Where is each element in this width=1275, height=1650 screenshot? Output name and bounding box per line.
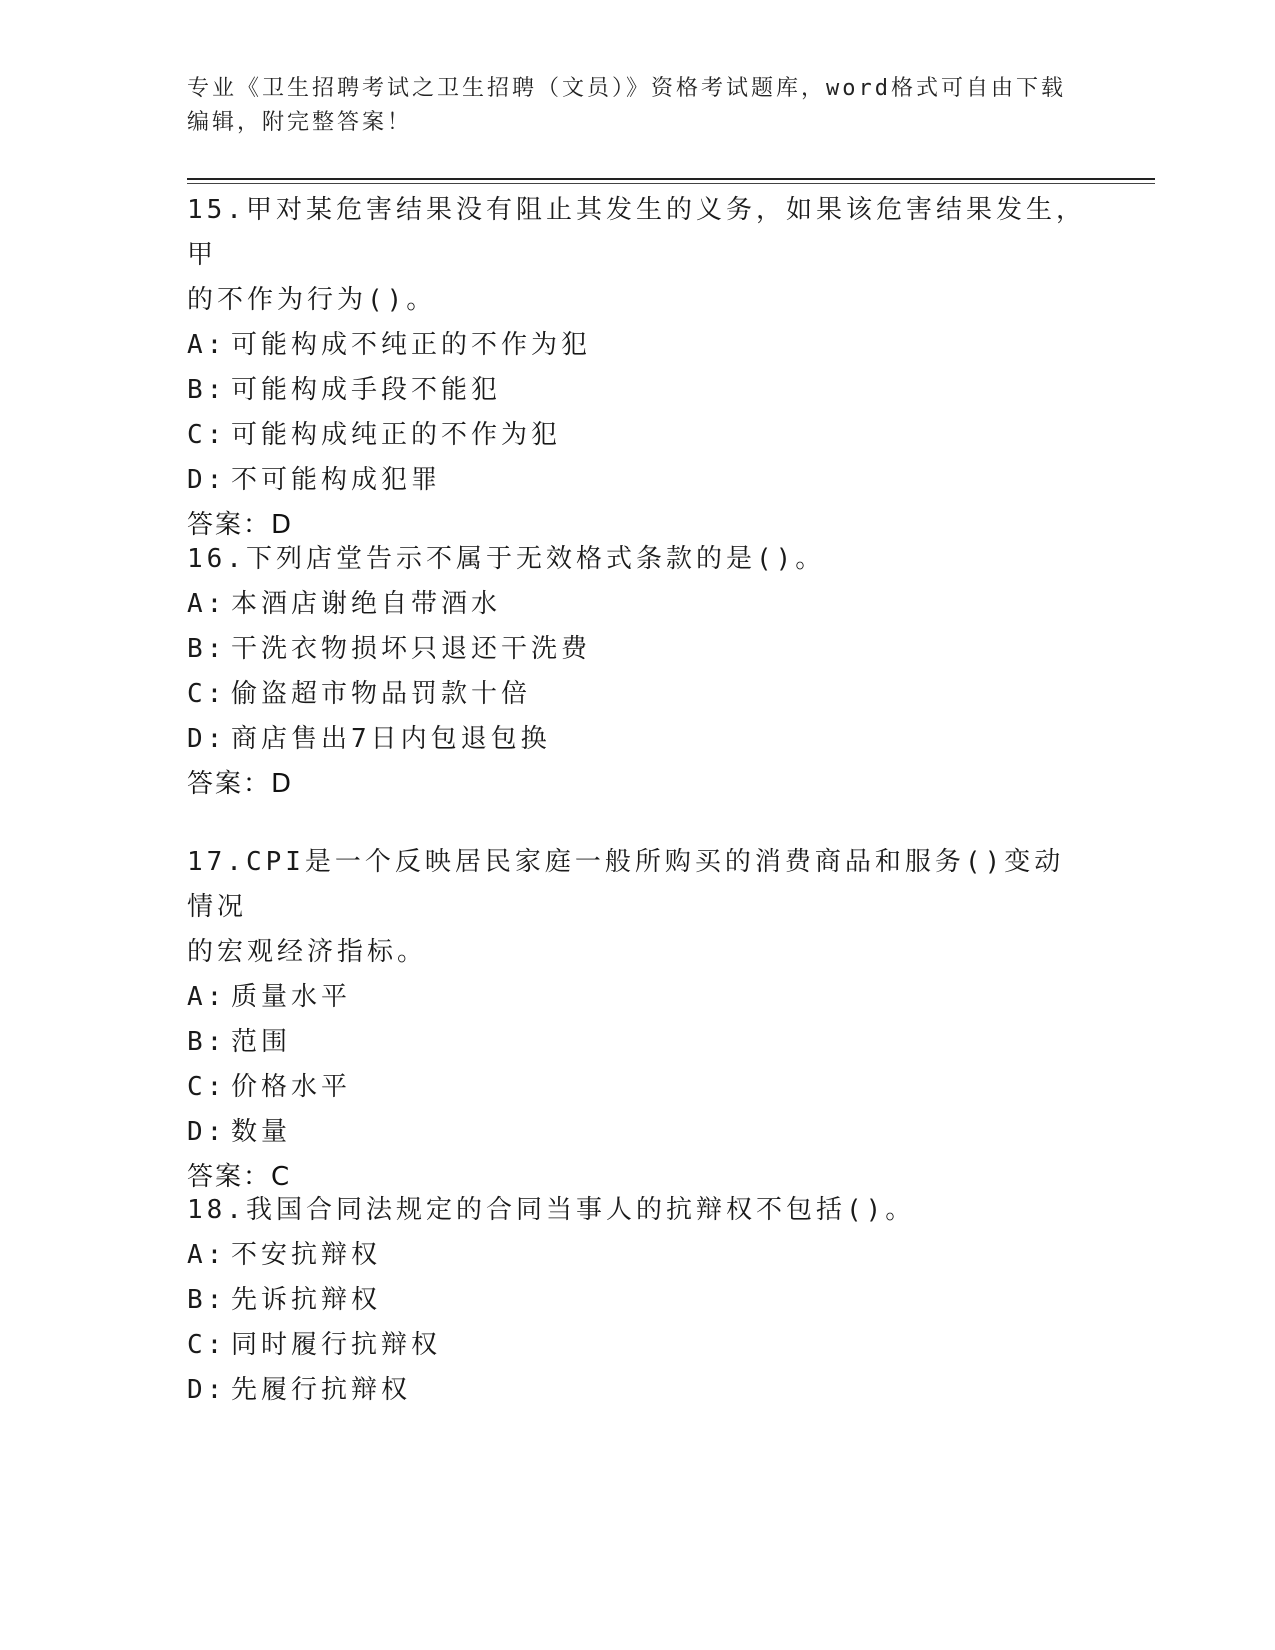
document-header <box>187 72 1087 140</box>
option-d <box>187 1368 1087 1413</box>
answer-line: 答案：D <box>187 510 294 540</box>
option-a <box>187 582 1087 627</box>
question-stem: 18.我国合同法规定的合同当事人的抗辩权不包括()。 <box>187 1195 916 1225</box>
option-text: 可能构成纯正的不作为犯 <box>231 420 562 450</box>
question-stem-continued: 的不作为行为()。 <box>187 285 437 315</box>
option-letter: B: <box>187 375 227 405</box>
option-b <box>187 1020 1087 1065</box>
option-letter: B: <box>187 634 227 664</box>
option-text: 范围 <box>231 1027 292 1057</box>
option-text: 干洗衣物损坏只退还干洗费 <box>231 634 592 664</box>
option-text: 不可能构成犯罪 <box>231 465 442 495</box>
option-text: 同时履行抗辩权 <box>231 1330 442 1360</box>
option-text: 可能构成手段不能犯 <box>231 375 502 405</box>
question-stem-continued: 的宏观经济指标。 <box>187 937 428 967</box>
option-letter: C: <box>187 1330 227 1360</box>
header-divider-thin <box>187 183 1155 184</box>
option-b <box>187 627 1087 672</box>
option-text: 先诉抗辩权 <box>231 1285 382 1315</box>
question-18 <box>187 1188 1087 1413</box>
answer-line: 答案：D <box>187 769 294 799</box>
option-letter: A: <box>187 330 227 360</box>
option-a <box>187 1233 1087 1278</box>
option-c <box>187 1065 1087 1110</box>
option-letter: B: <box>187 1027 227 1057</box>
option-letter: C: <box>187 1072 227 1102</box>
option-d <box>187 717 1087 762</box>
option-text: 商店售出7日内包退包换 <box>231 724 551 754</box>
option-text: 质量水平 <box>231 982 352 1012</box>
option-text: 可能构成不纯正的不作为犯 <box>231 330 592 360</box>
question-16 <box>187 537 1087 807</box>
question-stem: 16.下列店堂告示不属于无效格式条款的是()。 <box>187 544 826 574</box>
question-stem: 17.CPI是一个反映居民家庭一般所购买的消费商品和服务()变动情况 <box>187 847 1065 922</box>
option-b <box>187 1278 1087 1323</box>
option-letter: D: <box>187 1117 227 1147</box>
option-text: 先履行抗辩权 <box>231 1375 412 1405</box>
option-a <box>187 323 1087 368</box>
option-b <box>187 368 1087 413</box>
option-letter: D: <box>187 1375 227 1405</box>
header-divider-thick <box>187 178 1155 180</box>
header-line-1: 专业《卫生招聘考试之卫生招聘（文员）》资格考试题库，word格式可自由下载 <box>187 76 1066 101</box>
option-letter: C: <box>187 420 227 450</box>
option-c <box>187 1323 1087 1368</box>
option-d <box>187 1110 1087 1155</box>
option-letter: D: <box>187 724 227 754</box>
header-line-2: 编辑，附完整答案！ <box>187 110 413 135</box>
option-letter: C: <box>187 679 227 709</box>
option-d <box>187 458 1087 503</box>
question-stem: 15.甲对某危害结果没有阻止其发生的义务，如果该危害结果发生，甲 <box>187 195 1086 270</box>
option-text: 不安抗辩权 <box>231 1240 382 1270</box>
answer-line: 答案：C <box>187 1162 292 1192</box>
option-letter: B: <box>187 1285 227 1315</box>
option-c <box>187 672 1087 717</box>
option-letter: A: <box>187 1240 227 1270</box>
option-text: 数量 <box>231 1117 292 1147</box>
option-letter: A: <box>187 589 227 619</box>
option-c <box>187 413 1087 458</box>
option-a <box>187 975 1087 1020</box>
question-15 <box>187 188 1087 548</box>
option-text: 偷盗超市物品罚款十倍 <box>231 679 532 709</box>
option-letter: A: <box>187 982 227 1012</box>
option-letter: D: <box>187 465 227 495</box>
option-text: 价格水平 <box>231 1072 352 1102</box>
option-text: 本酒店谢绝自带酒水 <box>231 589 502 619</box>
question-17 <box>187 840 1087 1200</box>
